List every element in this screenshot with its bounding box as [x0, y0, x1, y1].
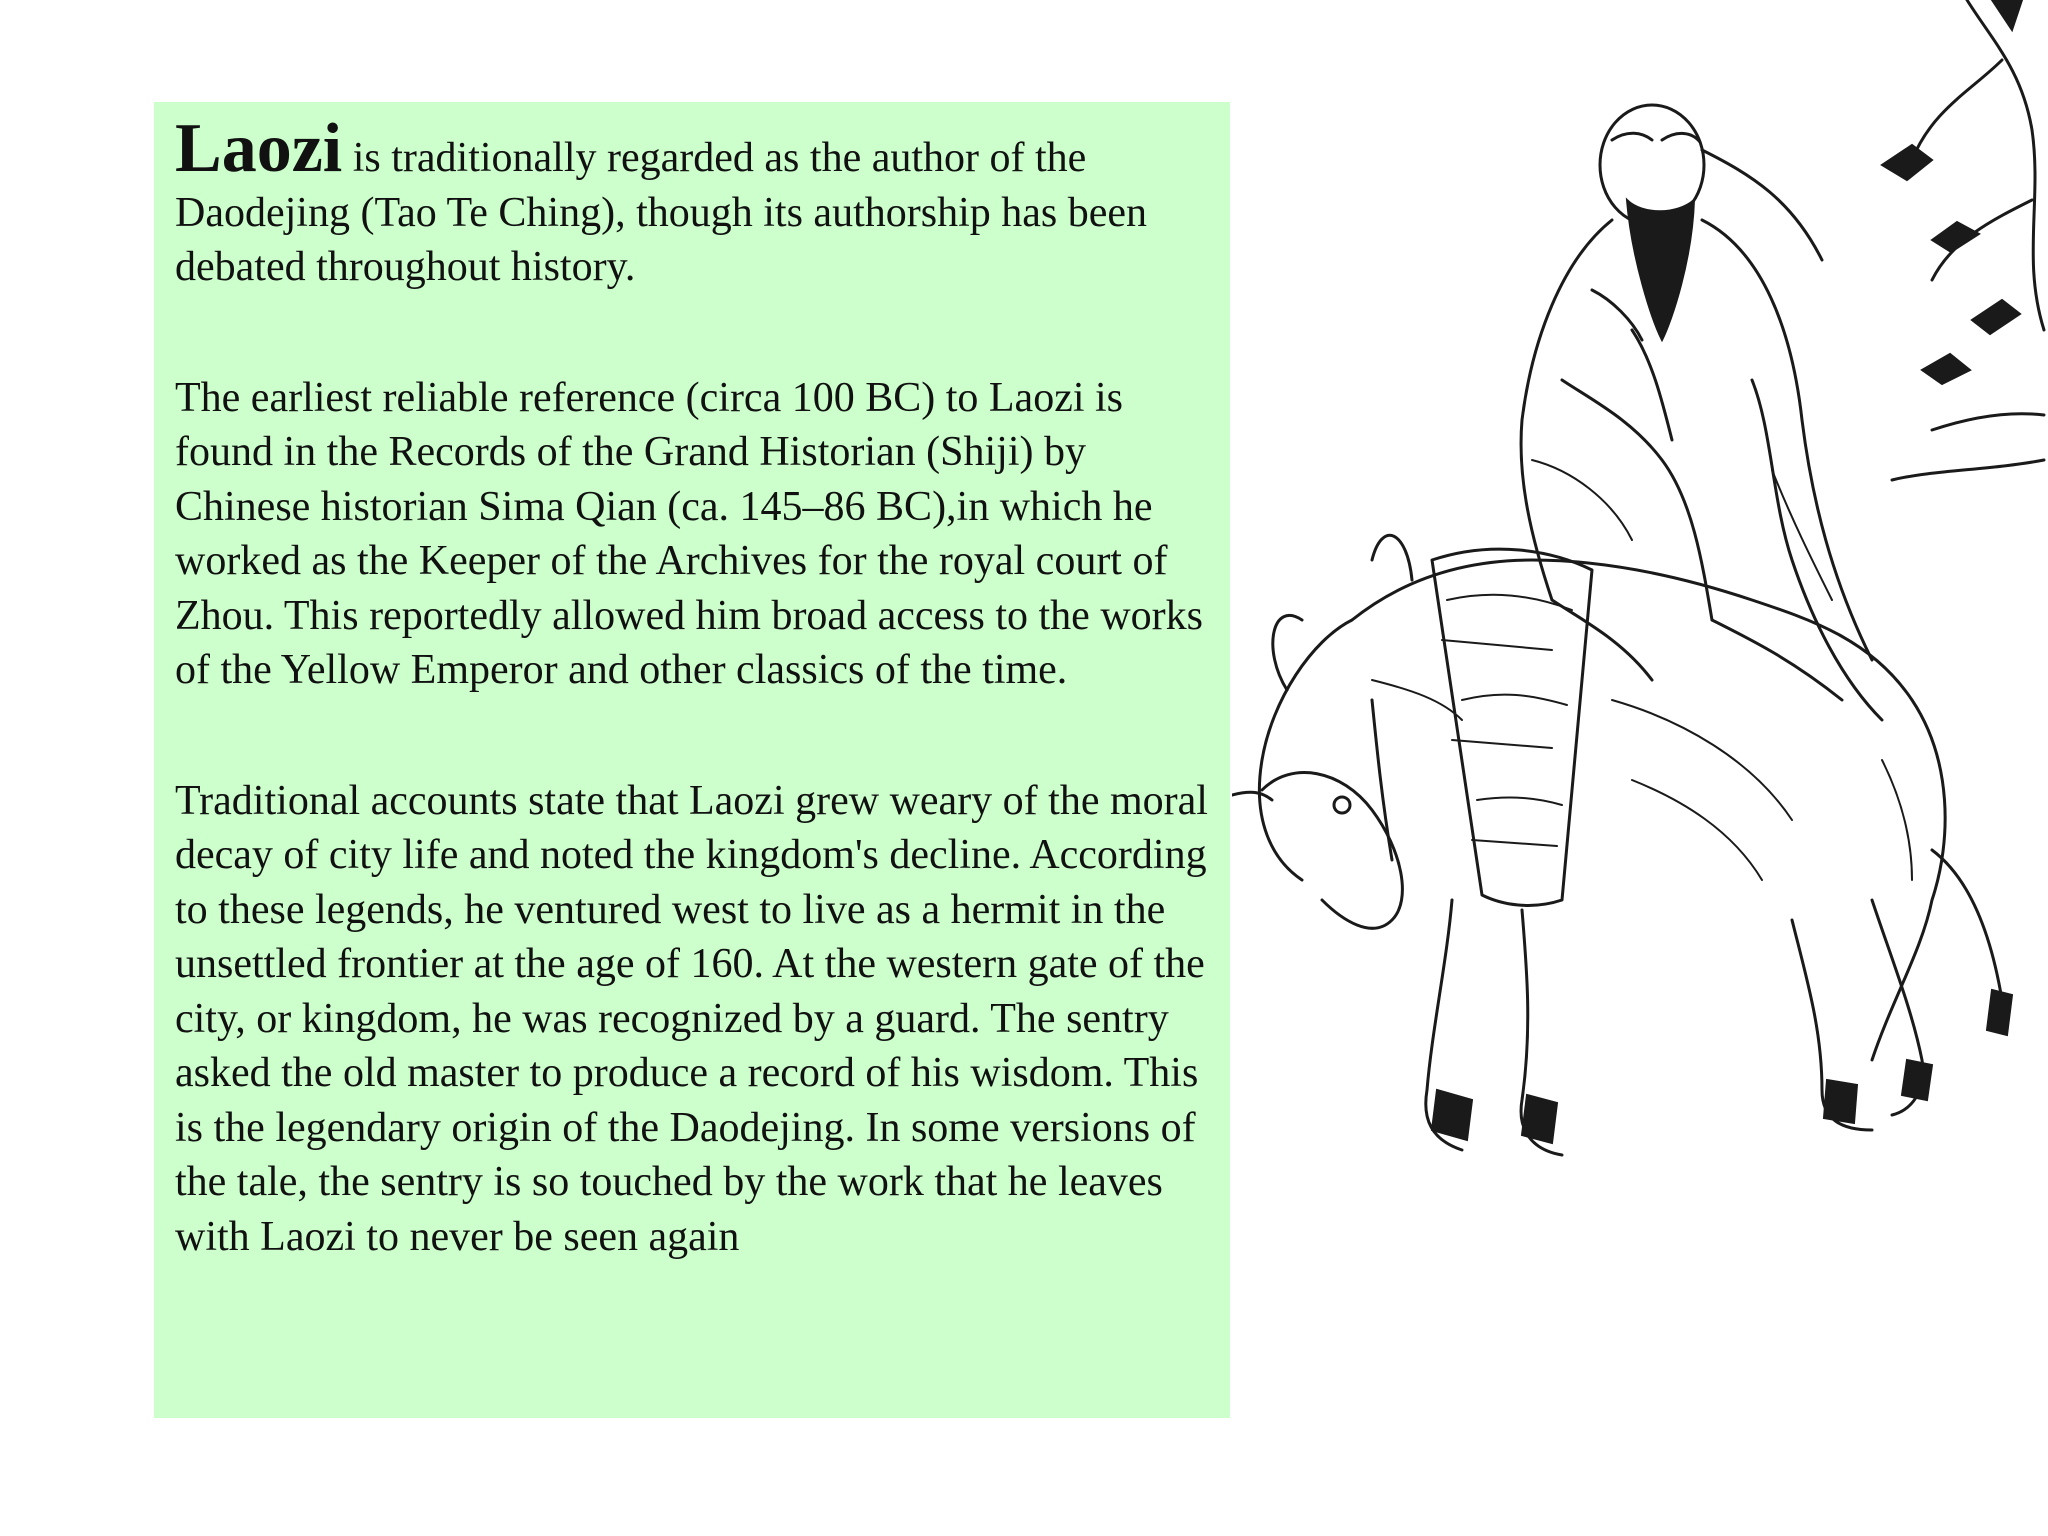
lead-title-word: Laozi: [175, 110, 343, 187]
tree-branches: [1882, 0, 2044, 480]
paragraph-earliest-reference: The earliest reliable reference (circa 100 BC) to Laozi is found in the Records of the Grand Historian (Shiji) by Chinese historian Sima Qian (ca. 145–86 BC),in which he worked as the Keeper of the Archives for the royal court of Zhou. This reportedly allowed him broad access to the works of the Yellow Emperor and other classics of the time.: [175, 374, 1203, 693]
paragraph-intro-text: is traditionally regarded as the author of the Daodejing (Tao Te Ching), though its authorship has been debated throughout history.: [175, 135, 1148, 290]
text-panel: [154, 102, 1230, 1418]
paragraph-intro: [175, 110, 1212, 295]
laozi-on-ox-illustration: [1232, 0, 2048, 1536]
ox: [1232, 535, 2012, 1155]
paragraph-traditional-accounts: Traditional accounts state that Laozi grew weary of the moral decay of city life and noted the kingdom's decline. According to these legends, he ventured west to live as a hermit in the unsettled frontier at the age of 160. At the western gate of the city, or kingdom, he was recognized by a guard. The sentry asked the old master to produce a record of his wisdom. This is the legendary origin of the Daodejing. In some versions of the tale, the sentry is so touched by the work that he leaves with Laozi to never be seen again: [175, 777, 1208, 1260]
laozi-ox-drawing: [1232, 0, 2048, 1536]
saddle-cloth: [1432, 549, 1592, 905]
